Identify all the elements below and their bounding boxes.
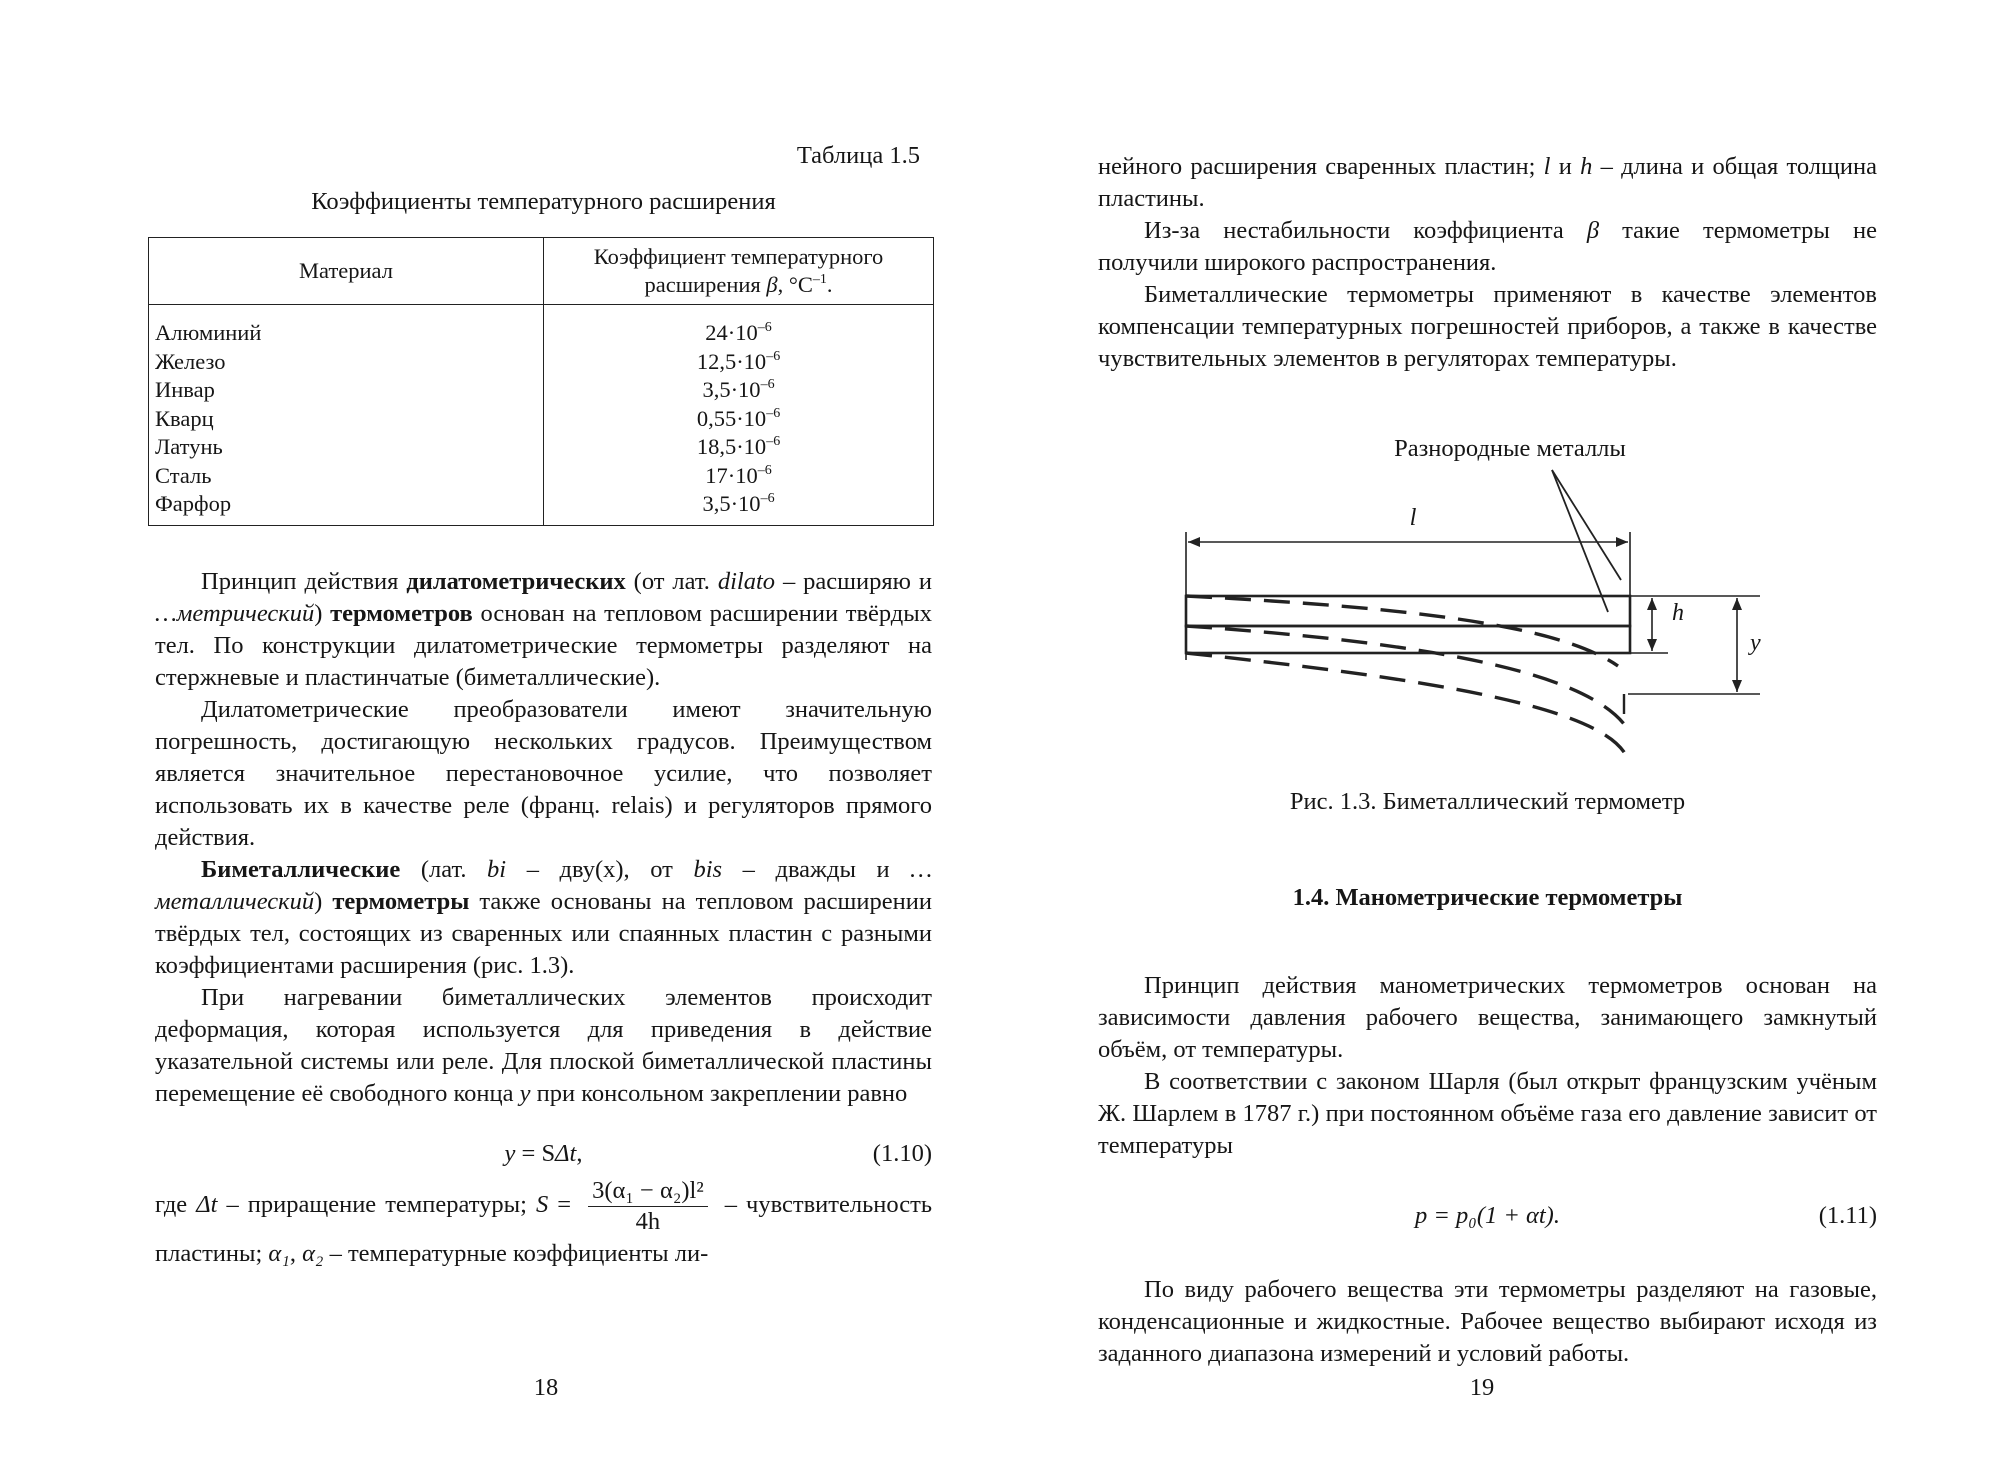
term-dilatometric: дилатометрических — [406, 568, 626, 595]
etymology-metallic: …металлический — [155, 856, 932, 915]
coef-exponent: –6 — [766, 405, 781, 421]
text-run: и — [1550, 153, 1581, 180]
label-y: y — [1750, 630, 1761, 656]
cell-coefficient — [544, 348, 934, 377]
equation-1-11-number: (1.11) — [1818, 1202, 1877, 1229]
text-run: – длина и общая толщина пластины. — [1098, 153, 1877, 212]
cell-material: Железо — [149, 348, 544, 377]
dim-l-arrow-left — [1188, 537, 1200, 547]
paragraph-where — [155, 1176, 932, 1271]
coef-exponent: –6 — [766, 434, 781, 449]
paragraph-heating — [155, 982, 932, 1110]
equation-1-11 — [1098, 1200, 1877, 1232]
coef-exponent: –6 — [766, 348, 781, 364]
paragraph-manometric-principle: Принцип действия манометрических термометров основан на зависимости давления рабочего вещества, занимающего замкнутый объём, от температуры. — [1098, 972, 1877, 1063]
latin-dilato: dilato — [717, 568, 775, 595]
coef-exponent: –6 — [760, 377, 775, 392]
paragraph-instability — [1098, 215, 1877, 279]
paragraph-dilatometric — [155, 566, 932, 694]
paragraph-charles-law: В соответствии с законом Шарля (был открыт французским учёным Ж. Шарлем в 1787 г.) при постоянном объёме газа его давление зависит от температуры — [1098, 1068, 1877, 1159]
cell-coefficient — [544, 462, 934, 491]
eq-dt: Δt — [555, 1140, 577, 1167]
table-title: Коэффициенты температурного расширения — [311, 188, 776, 215]
var-alpha2: α₂ — [302, 1240, 324, 1267]
text-run: – чувствительность пластины; — [155, 1191, 932, 1267]
text-run: при консольном закреплении равно — [530, 1080, 908, 1107]
dim-h-arrow-bottom — [1647, 639, 1657, 651]
coef-exponent: –6 — [757, 320, 772, 335]
plate-lower — [1186, 626, 1630, 653]
text-run: – расширяю и — [775, 568, 932, 595]
text-run: такие термометры не получили широкого распространения. — [1098, 217, 1877, 276]
table-number: Таблица 1.5 — [796, 142, 920, 169]
coef-mantissa: 18,5·10 — [696, 434, 767, 459]
text-run: – температурные коэффициенты ли- — [323, 1240, 709, 1267]
text-run: нейного расширения сваренных пластин; — [1098, 153, 1544, 180]
page-number-left: 18 — [533, 1374, 559, 1401]
paragraph-dilatometric-converters: Дилатометрические преобразователи имеют значительную погрешность, достигающую нескольких градусов. Преимуществом является значительное перестановочное усилие, что позволяет использовать их в качестве реле (франц. relais) и регуляторов прямого действия. — [155, 696, 932, 851]
var-beta: β — [1586, 217, 1600, 244]
cell-coefficient — [544, 433, 934, 462]
var-alpha1: α₁ — [268, 1240, 290, 1267]
cell-material: Кварц — [149, 405, 544, 434]
section-title: 1.4. Манометрические термометры — [1292, 884, 1683, 911]
text-run: Принцип действия — [201, 568, 407, 595]
header-coef-end: . — [826, 272, 833, 297]
header-coef-beta: β — [766, 272, 778, 297]
coef-mantissa: 17·10 — [705, 462, 758, 488]
coef-mantissa: 12,5·10 — [696, 348, 767, 374]
table-row — [149, 348, 934, 377]
term-bimetallic: Биметаллические — [201, 856, 401, 883]
pointer-line-lower — [1552, 470, 1608, 612]
table-row — [149, 433, 934, 462]
cell-coefficient — [544, 305, 934, 348]
coef-mantissa: 3,5·10 — [702, 491, 761, 516]
latin-bi: bi — [487, 856, 507, 883]
latin-bis: bis — [693, 856, 723, 883]
label-l: l — [1409, 504, 1417, 531]
paragraph-continuation — [1098, 151, 1877, 215]
cell-material: Сталь — [149, 462, 544, 491]
text-run: При нагревании биметаллических элементов происходит деформация, которая используется для приведения в действие указательной системы или реле. Для плоской биметаллической пластины перемещение её свободного конца — [155, 984, 932, 1107]
table-row — [149, 490, 934, 525]
equation-1-10-number: (1.10) — [872, 1140, 932, 1167]
var-h: h — [1580, 153, 1593, 180]
table-row — [149, 462, 934, 491]
coef-mantissa: 24·10 — [705, 320, 758, 345]
label-h: h — [1672, 600, 1684, 626]
header-material: Материал — [149, 238, 544, 305]
text-run: – дважды и — [722, 856, 911, 883]
cell-material: Латунь — [149, 433, 544, 462]
text-run: , — [289, 1240, 303, 1267]
header-coef-line2: расширения — [644, 272, 767, 297]
dim-y-arrow-top — [1732, 598, 1742, 610]
paragraph-bimetallic — [155, 854, 932, 982]
term-thermometers: термометры — [332, 888, 470, 915]
equation-1-11-formula: p = p₀(1 + αt). — [1415, 1202, 1560, 1229]
text-run: ) — [314, 888, 333, 915]
cell-coefficient — [544, 490, 934, 525]
text-run: (от лат. — [625, 568, 718, 595]
cell-material: Алюминий — [149, 305, 544, 348]
figure-caption: Рис. 1.3. Биметаллический термометр — [1289, 788, 1686, 815]
right-page — [1000, 0, 2000, 1481]
cell-material: Инвар — [149, 376, 544, 405]
right-body-top — [1098, 151, 1877, 375]
coef-mantissa: 3,5·10 — [702, 377, 761, 402]
fraction-denominator: 4h — [635, 1208, 661, 1235]
header-coef-unit: , °С — [777, 272, 813, 297]
eq-text: = S — [515, 1140, 556, 1167]
page-number-right: 19 — [1469, 1374, 1495, 1401]
coef-mantissa: 0,55·10 — [696, 405, 767, 431]
header-coef-line1: Коэффициент температурного — [593, 243, 884, 269]
table-header-row — [149, 238, 934, 305]
bimetal-figure — [1000, 430, 2000, 770]
cell-coefficient — [544, 405, 934, 434]
dim-l-arrow-right — [1616, 537, 1628, 547]
right-body-bottom — [1098, 786, 1877, 1370]
eq-comma: , — [576, 1140, 583, 1167]
coef-exponent: –6 — [757, 462, 772, 478]
cell-material: Фарфор — [149, 490, 544, 525]
text-run: ) — [314, 600, 331, 627]
text-run: основан на тепловом расширении твёрдых тел. По конструкции дилатометрические термометры разделяют на стержневые и пластинчатые (биметаллические). — [155, 600, 932, 691]
paragraph-applications: Биметаллические термометры применяют в качестве элементов компенсации температурных погрешностей приборов, а также в качестве чувствительных элементов в регуляторах температуры. — [1098, 281, 1877, 372]
left-body-text — [155, 566, 932, 1271]
text-run: = — [548, 1191, 581, 1219]
fraction-numerator: 3(α₁ − α₂)l² — [588, 1176, 708, 1207]
var-l: l — [1543, 153, 1551, 180]
plate-upper — [1186, 596, 1630, 626]
text-run: Из-за нестабильности коэффициента — [1144, 217, 1587, 244]
term-thermometers: термометров — [330, 600, 473, 627]
eq-y: y — [504, 1140, 516, 1167]
text-run: (лат. — [400, 856, 488, 883]
cell-coefficient — [544, 376, 934, 405]
header-coef-unit-exp: –1 — [812, 272, 827, 287]
text-run: также основаны на тепловом расширении твёрдых тел, состоящих из сваренных или спаянных пластин с разными коэффициентами расширения (рис. 1.3). — [155, 888, 932, 979]
paragraph-working-substance: По виду рабочего вещества эти термометры разделяют на газовые, конденсационные и жидкостные. Рабочее вещество выбирают исходя из заданного диапазона измерений и условий работы. — [1098, 1276, 1877, 1367]
dim-h-arrow-top — [1647, 598, 1657, 610]
coefficients-table — [148, 237, 934, 526]
sensitivity-fraction — [588, 1176, 708, 1237]
label-metals: Разнородные металлы — [1394, 435, 1626, 462]
var-S: S — [535, 1191, 549, 1219]
text-run: – приращение температуры; — [217, 1191, 536, 1219]
text-run: – дву(х), от — [506, 856, 694, 883]
header-coefficient — [544, 238, 934, 305]
equation-1-10-formula — [155, 1138, 932, 1170]
deflected-bottom-surface — [1186, 653, 1628, 760]
table-row — [149, 305, 934, 348]
var-dt: Δt — [196, 1191, 218, 1219]
table-row — [149, 405, 934, 434]
coef-exponent: –6 — [760, 491, 775, 506]
table-row — [149, 376, 934, 405]
text-run: где — [155, 1191, 197, 1219]
var-y: y — [519, 1080, 531, 1107]
dim-y-arrow-bottom — [1732, 680, 1742, 692]
etymology-metric: …метрический — [155, 600, 315, 627]
pointer-line-upper — [1552, 470, 1621, 580]
equation-1-10 — [155, 1138, 932, 1170]
